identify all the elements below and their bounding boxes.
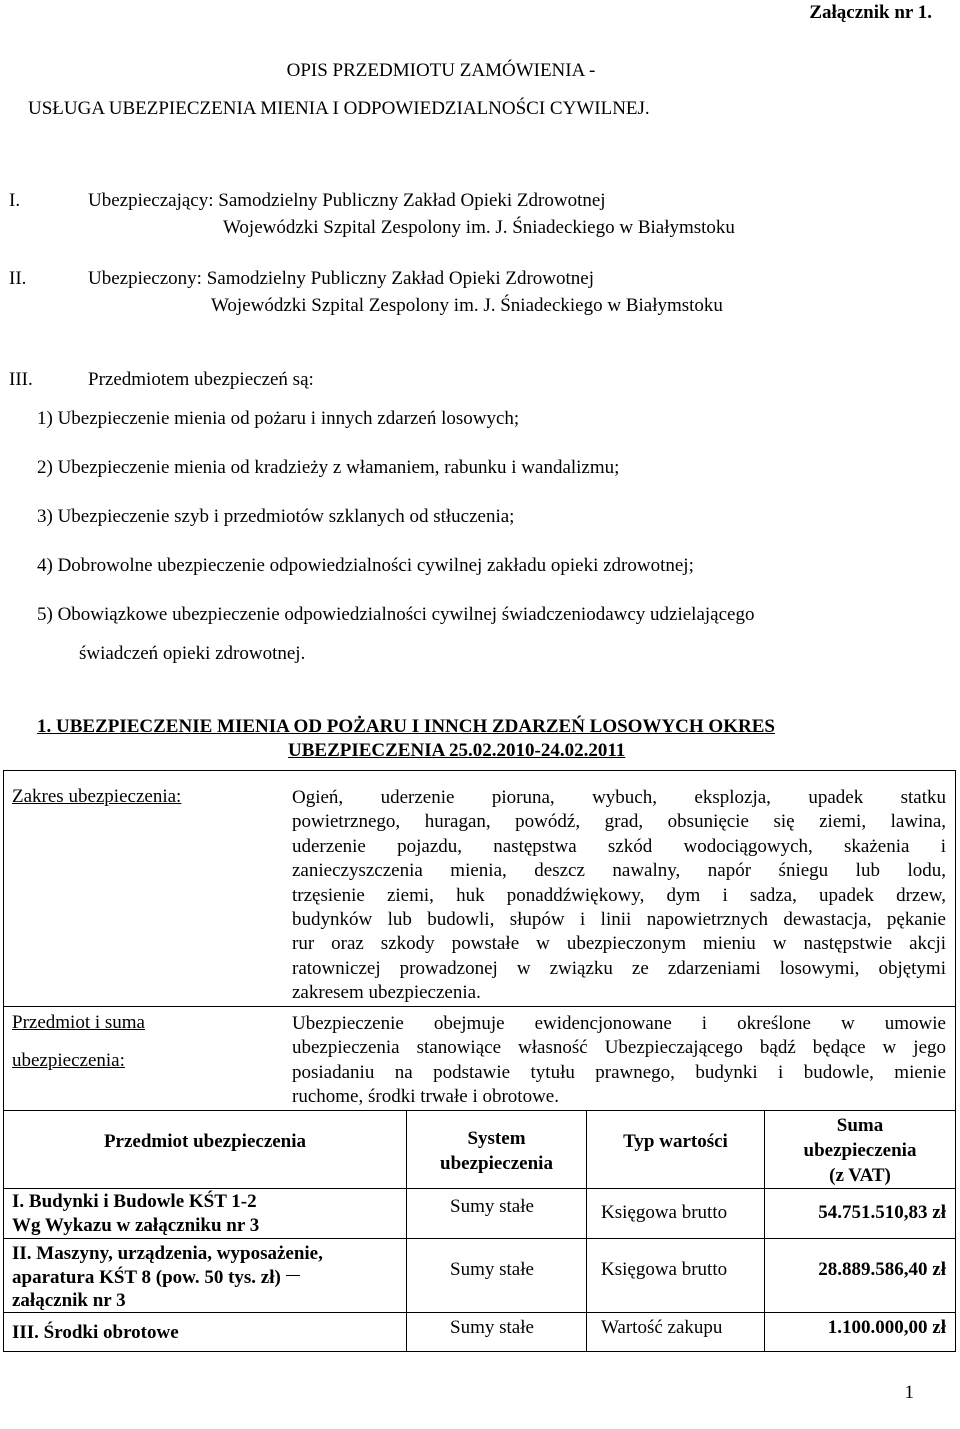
box-right-border [955,770,956,1352]
page-number: 1 [904,1382,914,1403]
party-number: I. [9,190,21,211]
list-item: 3) Ubezpieczenie szyb i przedmiotów szklanych od stłuczenia; [37,506,515,527]
scope-text: Ogień, uderzenie pioruna, wybuch, eksplozja, upadek statku powietrznego, huragan, powódź, grad, obsunięcie się ziemi, lawina, uderzenie pojazdu, następstwa szkód wodociągowych, skażenia i zanieczyszczenia mienia, deszcz nawalny, napór śniegu lub lodu, trzęsienie ziemi, huk ponaddźwiękowy, dym i sadza, upadek drzew, budynków lub budowli, słupów i linii napowietrznych dewastacja, pękanie rur oraz szkody powstałe w ubezpieczonym mieniu w następstwie akcji ratowniczej prowadzonej w związku ze zdarzeniami losowymi, objętymi zakresem ubezpieczenia. [292,787,946,1004]
table-cell-type: Księgowa brutto [601,1259,728,1280]
list-item: 4) Dobrowolne ubezpieczenie odpowiedzialności cywilnej zakładu opieki zdrowotnej; [37,555,694,576]
title-line-1: OPIS PRZEDMIOTU ZAMÓWIENIA - [286,60,596,81]
subject-number: III. [9,369,33,390]
subject-sum-label-2: ubezpieczenia: [12,1050,125,1071]
party-address: Wojewódzki Szpital Zespolony im. J. Śniadeckiego w Białymstoku [223,217,735,238]
table-cell-system: Sumy stałe [450,1196,534,1217]
annex-label: Załącznik nr 1. [809,2,932,23]
party-number: II. [9,268,27,289]
table-cell-subject: I. Budynki i Budowle KŚT 1-2 Wg Wykazu w załączniku nr 3 [12,1191,260,1236]
table-header-value-type: Typ wartości [623,1131,728,1152]
table-cell-sum: 28.889.586,40 zł [818,1259,946,1280]
party-label: Ubezpieczający: Samodzielny Publiczny Zakład Opieki Zdrowotnej [88,190,606,211]
title-line-2: USŁUGA UBEZPIECZENIA MIENIA I ODPOWIEDZIALNOŚCI CYWILNEJ. [28,98,650,119]
party-label: Ubezpieczony: Samodzielny Publiczny Zakład Opieki Zdrowotnej [88,268,594,289]
scope-label: Zakres ubezpieczenia: [12,786,182,807]
subject-heading: Przedmiotem ubezpieczeń są: [88,369,314,390]
box-left-border [3,770,4,1352]
table-header-system: System ubezpieczenia [440,1128,553,1174]
row-divider [3,1006,956,1007]
subject-sum-text: Ubezpieczenie obejmuje ewidencjonowane i określone w umowie ubezpieczenia stanowiące własność Ubezpieczającego bądź będące w jego posiadaniu na podstawie tytułu prawnego, budynki i budowle, mienie ruchome, środki trwałe i obrotowe. [292,1013,946,1108]
list-item-continuation: świadczeń opieki zdrowotnej. [79,643,306,664]
table-header-subject: Przedmiot ubezpieczenia [103,1131,307,1152]
box-bottom-border [3,1351,956,1352]
list-item: 1) Ubezpieczenie mienia od pożaru i innych zdarzeń losowych; [37,408,520,429]
section-heading-line-1: 1. UBEZPIECZENIE MIENIA OD POŻARU I INNCH ZDARZEŃ LOSOWYCH OKRES [37,716,775,737]
table-row-divider [3,1188,956,1189]
party-address: Wojewódzki Szpital Zespolony im. J. Śniadeckiego w Białymstoku [211,295,723,316]
list-item: 2) Ubezpieczenie mienia od kradzieży z włamaniem, rabunku i wandalizmu; [37,457,620,478]
table-row-divider [3,1238,956,1239]
table-cell-type: Księgowa brutto [601,1202,728,1223]
table-cell-sum: 1.100.000,00 zł [827,1317,946,1338]
table-cell-sum: 54.751.510,83 zł [818,1202,946,1223]
subject-sum-label: Przedmiot i suma [12,1012,145,1033]
table-cell-type: Wartość zakupu [601,1317,723,1338]
section-heading-line-2: UBEZPIECZENIA 25.02.2010-24.02.2011 [288,740,626,761]
table-cell-subject: II. Maszyny, urządzenia, wyposażenie, aparatura KŚT 8 (pow. 50 tys. zł) załącznik nr 3 [12,1243,323,1311]
table-cell-system: Sumy stałe [450,1317,534,1338]
table-cell-subject: III. Środki obrotowe [12,1322,179,1343]
table-header-sum: Suma ubezpieczenia (z VAT) [803,1115,917,1186]
box-top-border [3,770,956,771]
table-cell-system: Sumy stałe [450,1259,534,1280]
list-item: 5) Obowiązkowe ubezpieczenie odpowiedzialności cywilnej świadczeniodawcy udzielającego [37,604,755,625]
table-top-border [3,1110,956,1111]
